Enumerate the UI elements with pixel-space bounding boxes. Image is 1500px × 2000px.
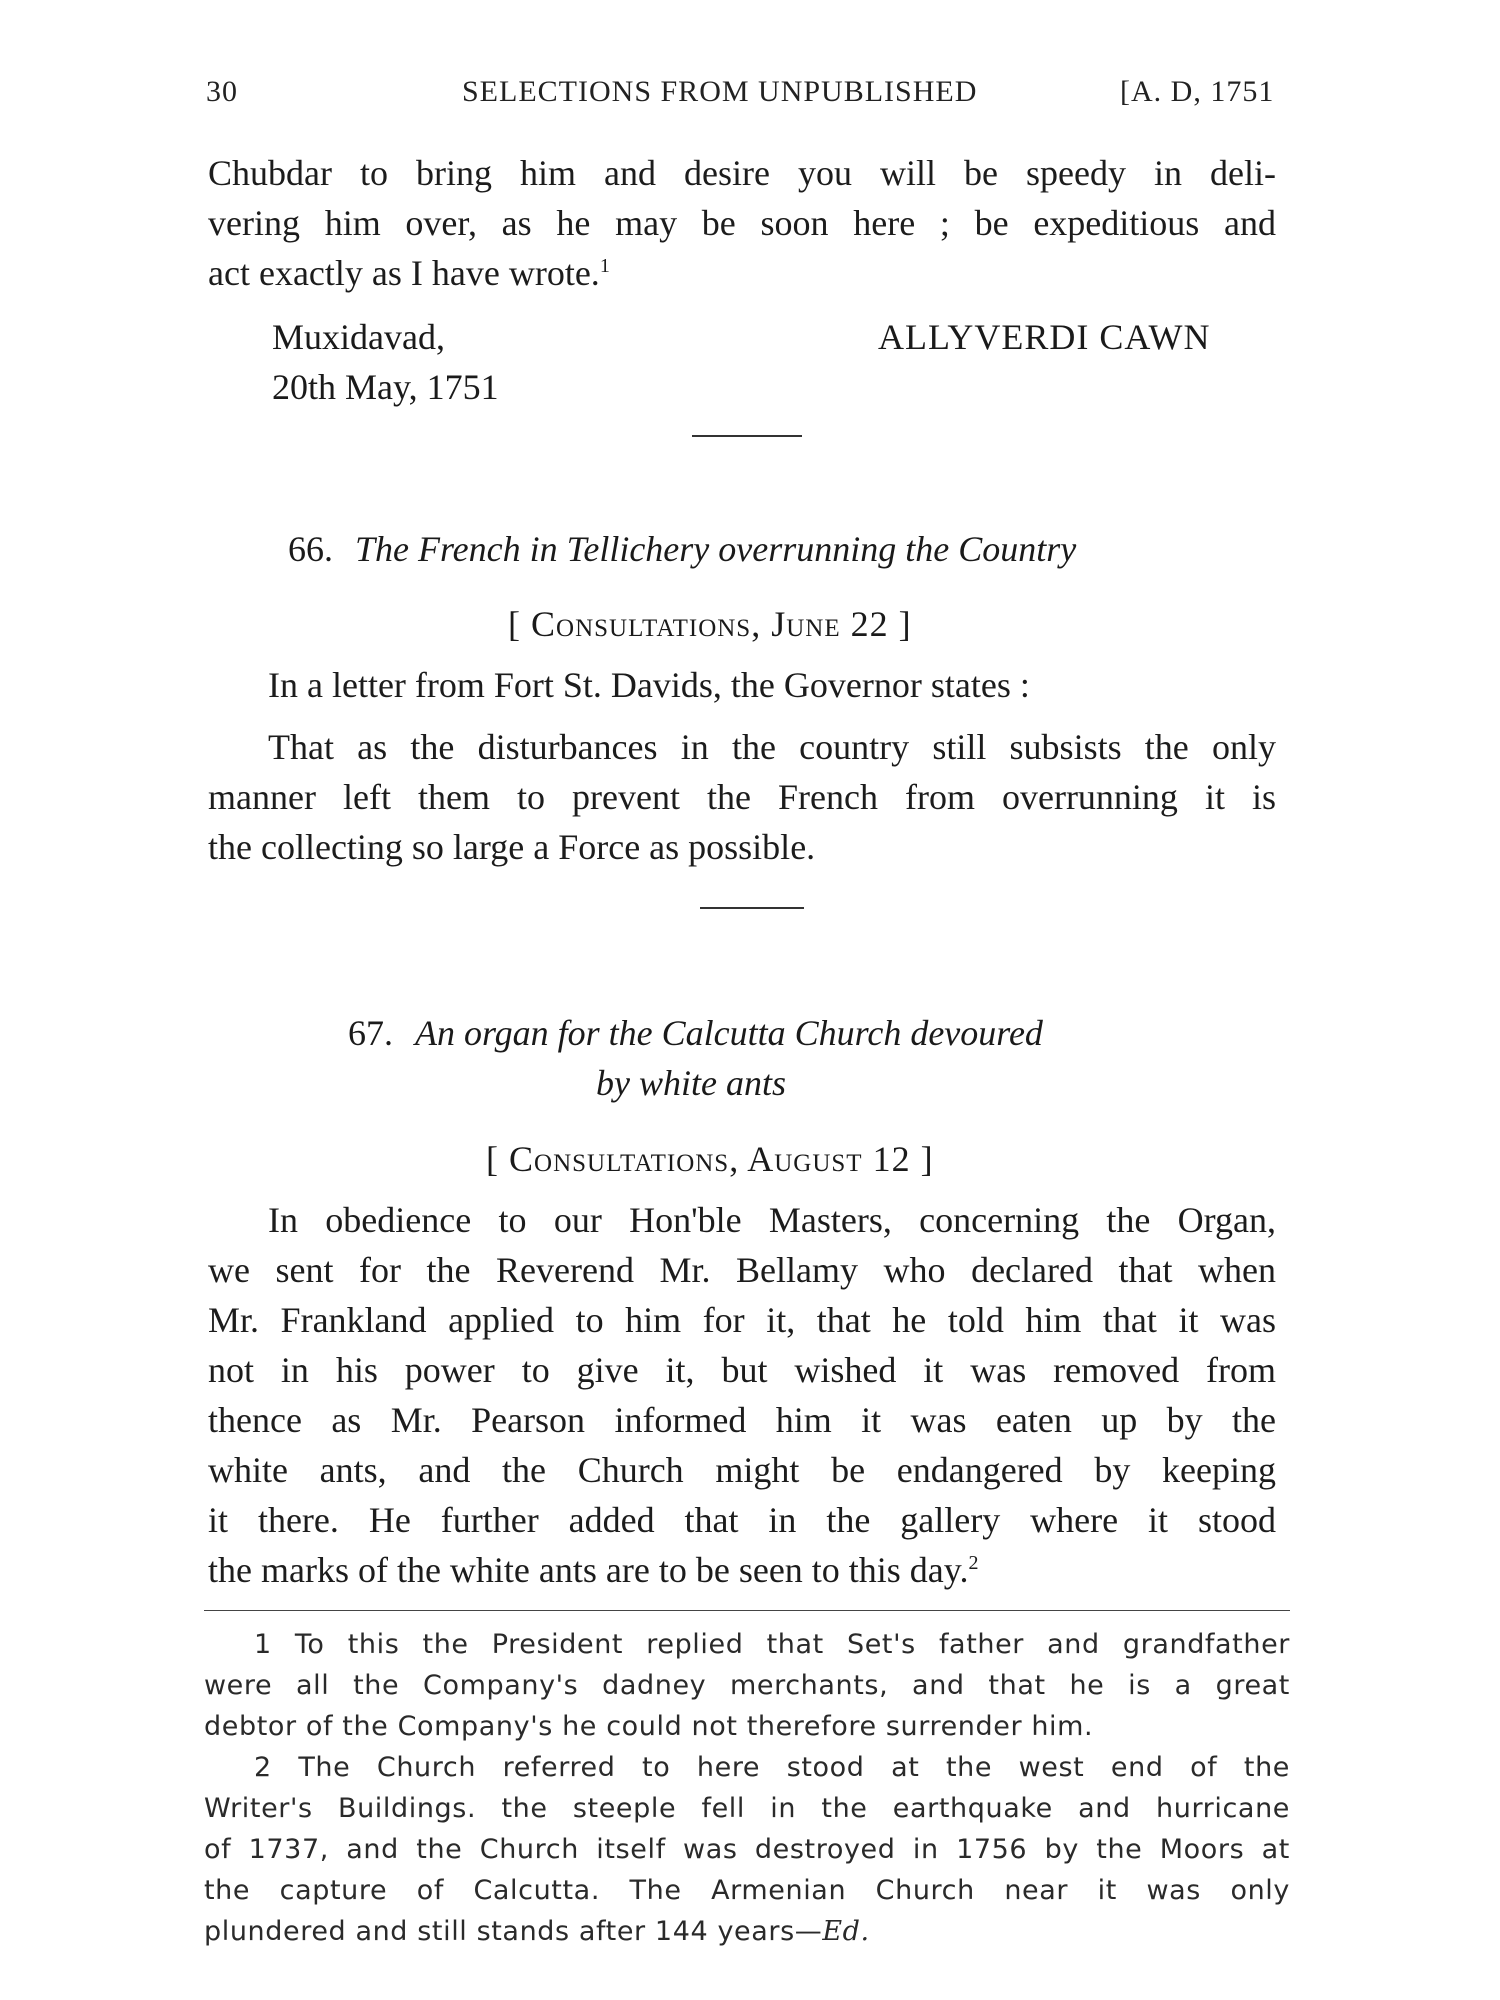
footnote-2-line: Writer's Buildings. the steeple fell in the earthquake and hurricane [204,1793,1290,1824]
footnote-1-line: were all the Company's dadney merchants, and that he is a great [204,1670,1290,1701]
text-line: white ants, and the Church might be endangered by keeping [208,1450,1276,1490]
text-line: we sent for the Reverend Mr. Bellamy who declared that when [208,1250,1276,1290]
letter-line: vering him over, as he may be soon here ; be expeditious and [208,203,1276,243]
footnote-ref-2: 2 [968,1552,979,1574]
footnotes [204,1624,1290,1952]
text-line: the collecting so large a Force as possible. [208,827,816,867]
letter-line: Chubdar to bring him and desire you will be speedy in deli- [208,153,1276,193]
date-tag: [A. D, 1751 [1120,75,1275,108]
footnote-rule [204,1610,1290,1611]
footnote-ref-1: 1 [599,255,610,277]
section-66-paragraph [208,722,1276,872]
footnote-1-line: debtor of the Company's he could not therefore surrender him. [204,1711,1094,1742]
text-line: In obedience to our Hon'ble Masters, concerning the Organ, [268,1200,1276,1240]
text-line: That as the disturbances in the country still subsists the only [268,727,1276,767]
section-67-title-line1: An organ for the Calcutta Church devoured [415,1013,1043,1053]
letter-date: 20th May, 1751 [272,367,499,407]
footnote-2-line: of 1737, and the Church itself was destroyed in 1756 by the Moors at [204,1834,1290,1865]
section-divider [692,435,802,437]
section-67-paragraph [208,1195,1276,1595]
section-66-heading [288,528,1076,570]
footnote-2-line: the capture of Calcutta. The Armenian Church near it was only [204,1875,1290,1906]
section-66-intro: In a letter from Fort St. Davids, the Governor states : [268,665,1030,705]
text-line: thence as Mr. Pearson informed him it was eaten up by the [208,1400,1276,1440]
section-66-title: The French in Tellichery overrunning the Country [355,529,1077,569]
letter-signature: ALLYVERDI CAWN [878,317,1211,357]
section-67-source: [ Consultations, August 12 ] [486,1139,934,1179]
letter-place: Muxidavad, [272,317,445,357]
footnote-1-line: 1 To this the President replied that Set's father and grandfather [254,1629,1290,1660]
text-line: not in his power to give it, but wished it was removed from [208,1350,1276,1390]
editor-mark: Ed. [822,1916,870,1947]
text-line: the marks of the white ants are to be seen to this day.$^2$ [208,1550,979,1590]
footnote-2-line: 2 The Church referred to here stood at the west end of the [254,1752,1290,1783]
letter-line: act exactly as I have wrote.$^1$ [208,253,610,293]
section-67-title-line2: by white ants [596,1063,786,1103]
letter-paragraph [208,148,1276,298]
text-line: it there. He further added that in the gallery where it stood [208,1500,1276,1540]
text-line: manner left them to prevent the French from overrunning it is [208,777,1276,817]
running-title: SELECTIONS FROM UNPUBLISHED [462,75,978,108]
section-67-number: 67. [348,1013,393,1053]
footnote-2-line: plundered and still stands after 144 years—Ed. [204,1916,870,1947]
page-number: 30 [206,75,238,108]
section-divider [700,907,804,909]
section-66-number: 66. [288,529,333,569]
text-line: Mr. Frankland applied to him for it, that he told him that it was [208,1300,1276,1340]
section-66-source: [ Consultations, June 22 ] [508,604,912,644]
section-67-heading [348,1012,1043,1054]
